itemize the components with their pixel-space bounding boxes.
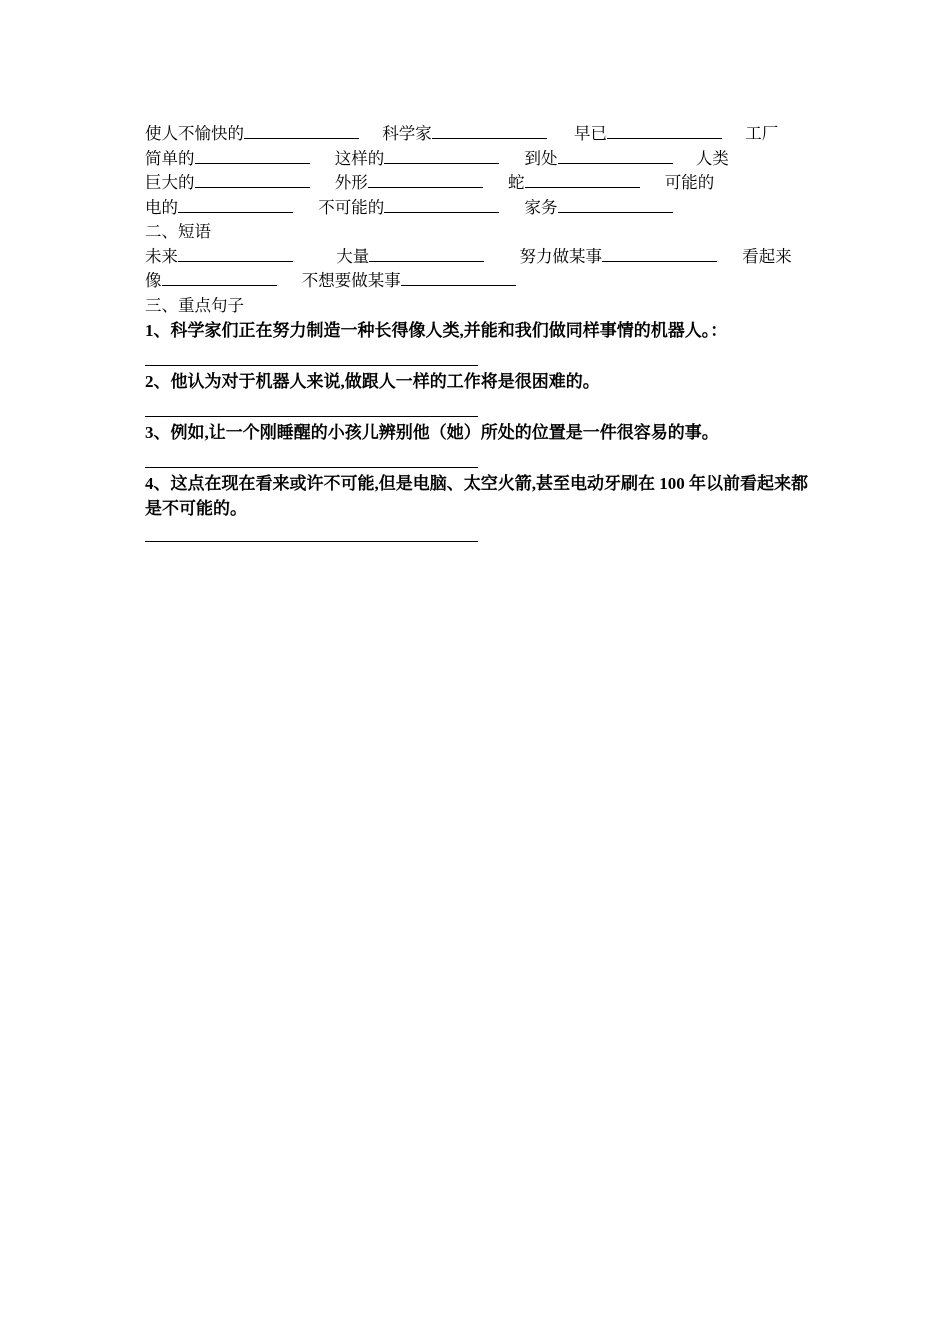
vocab-word: 早已: [574, 124, 607, 143]
sentence-item: [145, 369, 815, 417]
sentence-text: 4、这点在现在看来或许不可能,但是电脑、太空火箭,甚至电动牙刷在 100 年以前看起来都是不可能的。: [145, 474, 808, 518]
phrase-word: 努力做某事: [519, 246, 602, 266]
worksheet-page: [145, 122, 815, 544]
answer-line[interactable]: [145, 467, 478, 468]
phrase-word: 未来: [145, 246, 178, 266]
phrase-word: 看起来: [742, 246, 792, 266]
sentence-text: 1、科学家们正在努力制造一种长得像人类,并能和我们做同样事情的机器人。：: [145, 321, 728, 340]
vocab-item: [525, 196, 673, 221]
vocab-item: [382, 122, 547, 147]
section-heading-sentences: 三、重点句子: [145, 295, 244, 315]
fill-blank[interactable]: [195, 147, 310, 164]
vocab-word: 电的: [145, 197, 178, 217]
vocab-word: 可能的: [664, 173, 715, 192]
fill-blank[interactable]: [432, 122, 547, 139]
vocab-word: 使人不愉快的: [145, 124, 244, 143]
fill-blank[interactable]: [384, 196, 499, 213]
fill-blank[interactable]: [525, 171, 640, 188]
vocab-word: 简单的: [145, 148, 195, 168]
phrase-item: [302, 269, 516, 294]
vocab-item: [145, 122, 359, 147]
phrase-word: 不想要做某事: [301, 271, 401, 290]
vocab-item: [145, 171, 310, 196]
vocab-item: [745, 122, 778, 147]
fill-blank[interactable]: [178, 245, 293, 262]
fill-blank[interactable]: [244, 122, 359, 139]
vocab-row-3: [145, 171, 815, 196]
sentence-item: [145, 318, 815, 366]
fill-blank[interactable]: [384, 147, 499, 164]
sentence-text: 2、他认为对于机器人来说,做跟人一样的工作将是很困难的。: [145, 372, 600, 391]
fill-blank[interactable]: [162, 269, 277, 286]
phrase-item: [742, 245, 792, 270]
vocab-row-2: [145, 147, 815, 172]
vocab-word: 家务: [524, 197, 558, 217]
vocab-word: 到处: [524, 148, 558, 168]
phrase-item: [145, 245, 293, 270]
fill-blank[interactable]: [369, 245, 484, 262]
vocab-row-4: [145, 196, 815, 221]
fill-blank[interactable]: [607, 122, 722, 139]
vocab-row-1: [145, 122, 815, 147]
vocab-item: [145, 196, 293, 221]
vocab-item: [696, 147, 729, 172]
vocab-word: 不可能的: [318, 197, 385, 217]
vocab-item: [508, 171, 640, 196]
vocab-word: 外形: [334, 173, 368, 192]
vocab-item: [335, 147, 500, 172]
fill-blank[interactable]: [401, 269, 516, 286]
vocab-word: 蛇: [508, 173, 525, 192]
vocab-word: 工厂: [745, 124, 779, 143]
sentence-item: [145, 420, 815, 468]
vocab-word: 人类: [695, 148, 729, 168]
sentence-text: 3、例如,让一个刚睡醒的小孩儿辨别他（她）所处的位置是一件很容易的事。: [145, 423, 719, 442]
vocab-item: [665, 171, 715, 196]
phrase-word: 像: [145, 271, 162, 290]
fill-blank[interactable]: [558, 147, 673, 164]
vocab-item: [525, 147, 673, 172]
vocab-item: [145, 147, 310, 172]
phrase-row-2: [145, 269, 815, 294]
vocab-word: 巨大的: [145, 173, 195, 192]
vocab-word: 科学家: [382, 124, 432, 143]
vocab-item: [335, 171, 483, 196]
fill-blank[interactable]: [178, 196, 293, 213]
answer-line[interactable]: [145, 416, 478, 417]
answer-line[interactable]: [145, 365, 478, 366]
fill-blank[interactable]: [195, 171, 310, 188]
phrase-item: [520, 245, 718, 270]
phrase-item: [145, 269, 277, 294]
vocab-item: [318, 196, 499, 221]
section-heading-phrases: 二、短语: [145, 222, 211, 241]
vocab-word: 这样的: [334, 148, 385, 168]
fill-blank[interactable]: [602, 245, 717, 262]
phrase-item: [336, 245, 484, 270]
fill-blank[interactable]: [558, 196, 673, 213]
phrase-word: 大量: [336, 246, 370, 266]
answer-line[interactable]: [145, 541, 478, 542]
vocab-item: [574, 122, 722, 147]
fill-blank[interactable]: [368, 171, 483, 188]
phrase-row-1: [145, 245, 815, 270]
sentence-item: [145, 471, 815, 542]
